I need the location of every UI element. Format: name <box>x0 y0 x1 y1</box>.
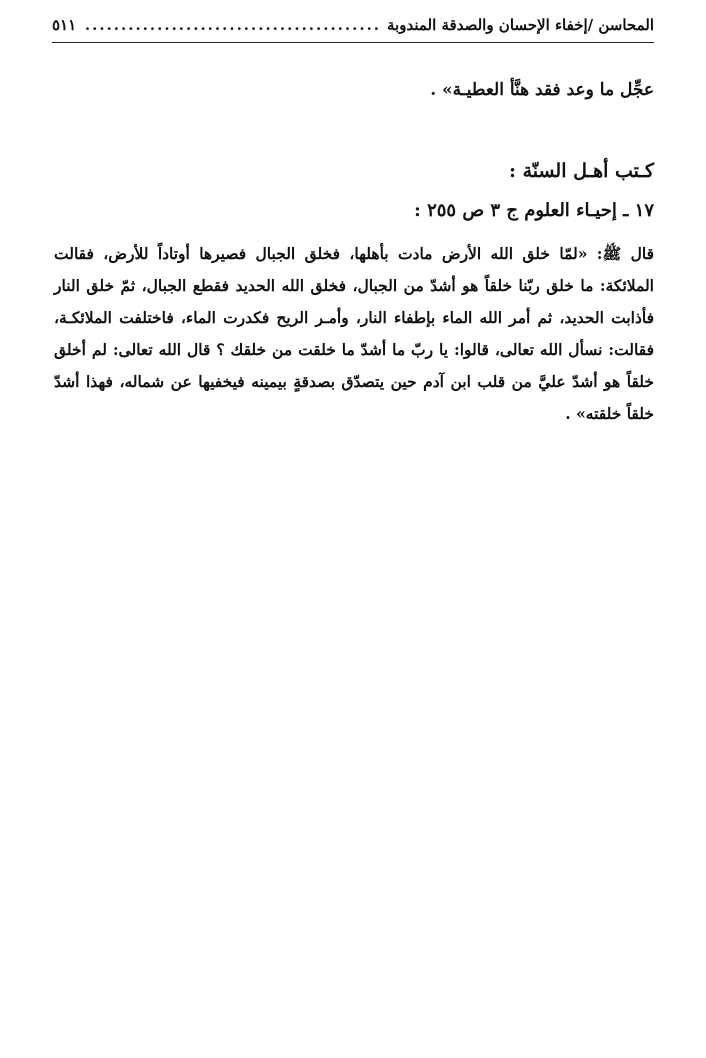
page-number: ٥١١ <box>52 16 77 34</box>
running-header <box>52 16 654 42</box>
header-rule <box>52 42 654 43</box>
header-dot-leader <box>82 16 381 34</box>
section-heading: كـتب أهـل السنّة : <box>508 160 654 182</box>
header-title: المحاسن /إخفاء الإحسان والصدقة المندوبة <box>387 16 654 34</box>
source-entry-heading: ١٧ ـ إحيـاء العلوم ج ٣ ص ٢٥٥ : <box>414 200 654 221</box>
hadith-text: قال ﷺ: «لمّا خلق الله الأرض مادت بأهلها، فخلق الجبال فصيرها أوتاداً للأرض، فقالت الملائكة: ما خلق ربّنا خلقاً هو أشدّ من الجبال، فخلق الله الحديد فقطع الجبال، ثمّ خلق النار فأذابت الحديد، ثم أمر الله الماء بإطفاء النار، وأمـر الريح فكدرت الماء، فاختلفت الملائكـة، فقالت: نسأل الله تعالى، قالوا: يا ربّ ما أشدّ ما خلقت من خلقك ؟ قال الله تعالى: لم أخلق خلقاً هو أشدّ عليَّ من قلب ابن آدم حين يتصدّق بصدقةٍ بيمينه فيخفيها عن شماله، فهذا أشدّ خلقاً خلقته» . <box>54 244 655 423</box>
hadith-paragraph <box>54 238 654 430</box>
closing-quote-line: عجِّل ما وعد فقد هنَّأ العطيـة» . <box>430 80 654 100</box>
